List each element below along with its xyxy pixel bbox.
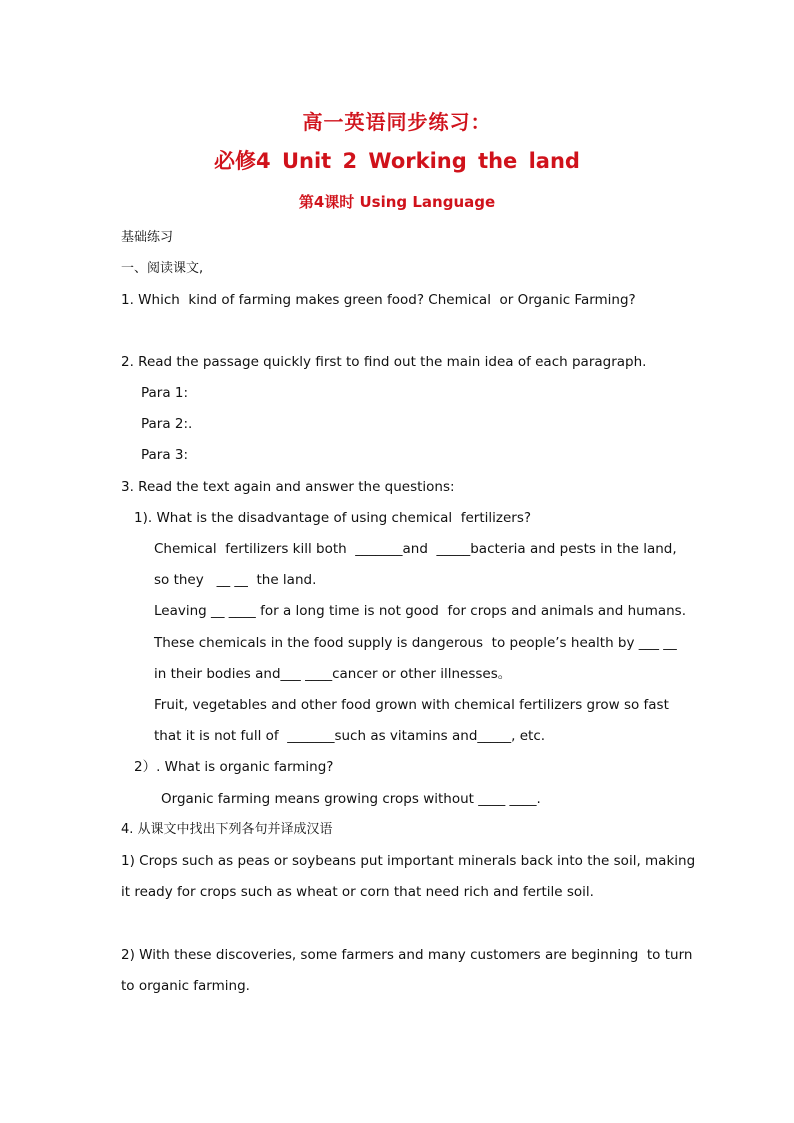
sentence-2: 2) With these discoveries, some farmers and many customers are beginning to turn: [121, 947, 693, 963]
lesson-title: 第4课时 Using Language: [298, 193, 496, 211]
answer-line: so they __ __ the land.: [154, 572, 317, 588]
section-heading-basic: 基础练习: [121, 230, 174, 245]
question-1: 1. Which kind of farming makes green food? Chemical or Organic Farming?: [121, 292, 636, 308]
para-1-label: Para 1:: [141, 385, 189, 401]
para-3-label: Para 3:: [141, 447, 189, 463]
question-4-prompt: 4. 从课文中找出下列各句并译成汉语: [121, 822, 333, 837]
question-3-2: 2）. What is organic farming?: [134, 759, 334, 775]
answer-line: Fruit, vegetables and other food grown with chemical fertilizers grow so fast: [154, 697, 669, 713]
answer-line: Chemical fertilizers kill both _______and _____bacteria and pests in the land,: [154, 541, 677, 557]
answer-line: These chemicals in the food supply is dangerous to people’s health by ___ __: [154, 635, 677, 651]
para-2-label: Para 2:.: [141, 416, 193, 432]
question-2-prompt: 2. Read the passage quickly first to find out the main idea of each paragraph.: [121, 354, 647, 370]
question-3-1: 1). What is the disadvantage of using chemical fertilizers?: [134, 510, 532, 526]
answer-line: that it is not full of _______such as vitamins and_____, etc.: [154, 728, 546, 744]
answer-line: Organic farming means growing crops without ____ ____.: [161, 791, 541, 807]
page-title: 高一英语同步练习：: [302, 110, 492, 134]
sentence-2-cont: to organic farming.: [121, 978, 250, 994]
answer-line: Leaving __ ____ for a long time is not good for crops and animals and humans.: [154, 603, 687, 619]
sentence-1-cont: it ready for crops such as wheat or corn that need rich and fertile soil.: [121, 884, 594, 900]
part1-heading: 一、阅读课文,: [121, 261, 204, 276]
answer-line: in their bodies and___ ____cancer or other illnesses。: [154, 666, 512, 682]
unit-title: 必修4 Unit 2 Working the land: [214, 149, 580, 173]
question-3-prompt: 3. Read the text again and answer the questions:: [121, 479, 455, 495]
sentence-1: 1) Crops such as peas or soybeans put important minerals back into the soil, making: [121, 853, 696, 869]
